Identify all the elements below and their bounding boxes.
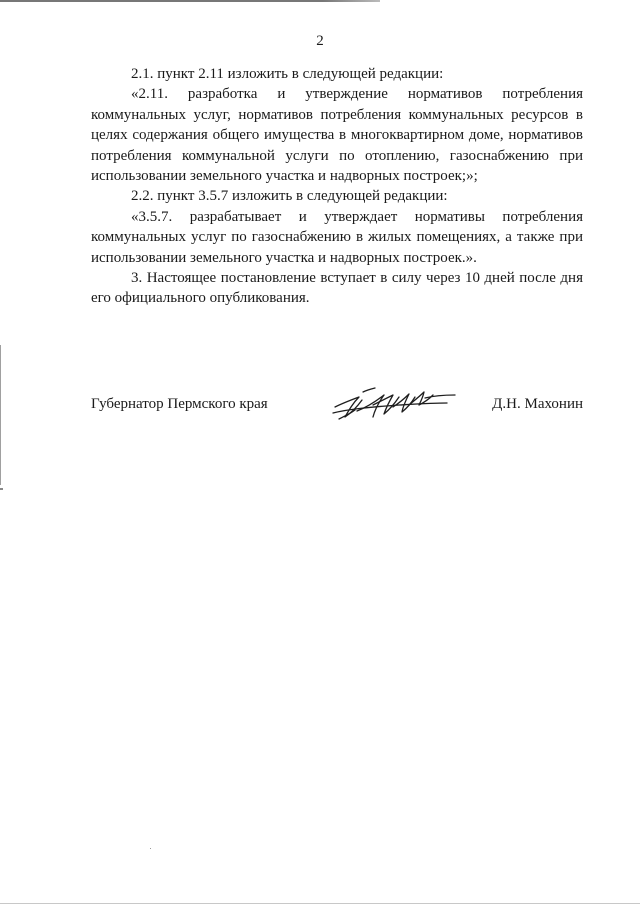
signer-name: Д.Н. Махонин — [492, 396, 583, 412]
paragraph-2-1: 2.1. пункт 2.11 изложить в следующей редакции: — [131, 66, 444, 82]
scan-artifact-tick — [0, 488, 3, 490]
handwritten-signature-icon — [329, 383, 459, 427]
scan-artifact-dust — [150, 848, 151, 849]
scan-artifact-bottom — [0, 903, 640, 904]
paragraph-2-2: 2.2. пункт 3.5.7 изложить в следующей редакции: — [131, 188, 448, 205]
paragraph-3-effective-date: 3. Настоящее постановление вступает в силу через 10 дней после дня его официального опубликования. — [91, 270, 583, 307]
scan-artifact-top — [0, 0, 380, 2]
signature-block — [91, 393, 583, 433]
paragraph-3-5-7-text: «3.5.7. разрабатывает и утверждает нормативы потребления коммунальных услуг по газоснабжению в жилых помещениях, а также при использовании земельного участка и надворных построек.». — [91, 208, 583, 266]
scan-artifact-edge — [0, 345, 1, 485]
paragraph-2-11-text: «2.11. разработка и утверждение нормативов потребления коммунальных услуг, нормативов потребления коммунальных ресурсов в целях содержания общего имущества в многоквартирном доме, нормативов потребления коммунальной услуги по отоплению, газоснабжению при использовании земельного участка и надворных построек;»; — [91, 86, 583, 185]
document-body — [91, 64, 583, 309]
signer-title: Губернатор Пермского края — [91, 396, 268, 412]
page-number: 2 — [316, 33, 324, 49]
